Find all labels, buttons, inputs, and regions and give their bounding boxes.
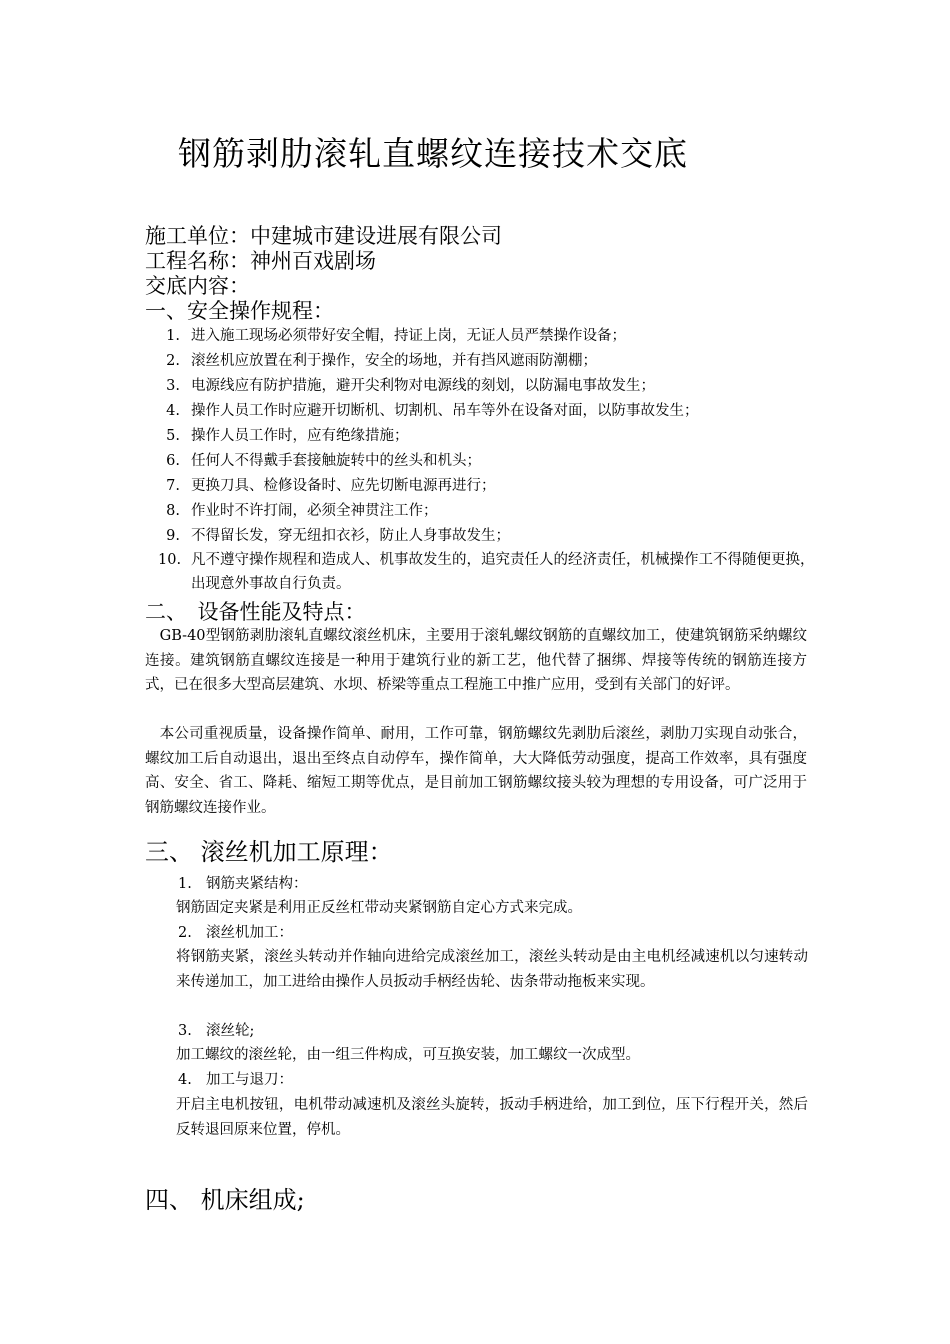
- section3-heading: 三、 滚丝机加工原理：: [145, 838, 393, 866]
- item-text: 更换刀具、检修设备时、应先切断电源再进行；: [191, 478, 496, 494]
- safety-rule-item: [158, 349, 818, 373]
- item-text: 进入施工现场必须带好安全帽，持证上岗，无证人员严禁操作设备；: [191, 328, 626, 344]
- principle-subheading: [178, 1068, 293, 1092]
- safety-rule-item: [158, 474, 818, 498]
- item-number: 1.: [166, 328, 180, 344]
- briefing-content-label: 交底内容：: [145, 274, 250, 298]
- principle-subheading: [178, 921, 293, 945]
- item-number: 10.: [158, 552, 182, 568]
- subheading-label: 加工与退刀：: [206, 1072, 293, 1088]
- item-number: 9.: [166, 528, 180, 544]
- item-text: 操作人员工作时，应有绝缘措施；: [191, 428, 409, 444]
- principle-text: 将钢筋夹紧，滚丝头转动并作轴向进给完成滚丝加工，滚丝头转动是由主电机经减速机以匀速转动来传递加工，加工进给由操作人员扳动手柄经齿轮、齿条带动拖板来实现。: [176, 949, 808, 990]
- section2-heading: 二、 设备性能及特点：: [145, 600, 366, 624]
- section4-heading: 四、 机床组成;: [145, 1186, 305, 1214]
- subheading-number: 2.: [178, 925, 192, 941]
- safety-rule-item: [158, 324, 818, 348]
- subheading-label: 钢筋夹紧结构：: [206, 876, 308, 892]
- project-name: 工程名称：神州百戏剧场: [145, 249, 376, 273]
- safety-rule-item: [158, 424, 818, 448]
- item-text: 操作人员工作时应避开切断机、切割机、吊车等外在设备对面，以防事故发生；: [191, 403, 699, 419]
- item-text: 不得留长发，穿无纽扣衣衫，防止人身事故发生；: [191, 528, 510, 544]
- section1-heading: 一、安全操作规程：: [145, 299, 334, 323]
- section2-paragraph: 本公司重视质量，设备操作简单、耐用，工作可靠，钢筋螺纹先剥肋后滚丝，剥肋刀实现自动张合，螺纹加工后自动退出，退出至终点自动停车，操作简单，大大降低劳动强度，提高工作效率，具有强度高、安全、省工、降耗、缩短工期等优点，是目前加工钢筋螺纹接头较为理想的专用设备，可广泛用于钢筋螺纹连接作业。: [145, 726, 807, 816]
- principle-text: 加工螺纹的滚丝轮，由一组三件构成，可互换安装，加工螺纹一次成型。: [176, 1047, 640, 1063]
- item-text: 任何人不得戴手套接触旋转中的丝头和机头；: [191, 453, 481, 469]
- item-number: 8.: [166, 503, 180, 519]
- subheading-number: 4.: [178, 1072, 192, 1088]
- item-number: 7.: [166, 478, 180, 494]
- construction-unit: 施工单位：中建城市建设进展有限公司: [145, 224, 502, 248]
- item-number: 2.: [166, 353, 180, 369]
- principle-text: 钢筋固定夹紧是利用正反丝杠带动夹紧钢筋自定心方式来完成。: [176, 900, 582, 916]
- safety-rule-item: [158, 524, 818, 548]
- safety-rule-item: [158, 548, 818, 596]
- item-number: 4.: [166, 403, 180, 419]
- safety-rule-item: [158, 449, 818, 473]
- item-number: 3.: [166, 378, 180, 394]
- principle-text: 开启主电机按钮，电机带动减速机及滚丝头旋转，扳动手柄进给，加工到位，压下行程开关，然后反转退回原来位置，停机。: [176, 1097, 808, 1138]
- safety-rule-item: [158, 374, 818, 398]
- document-title: 钢筋剥肋滚轧直螺纹连接技术交底: [178, 134, 688, 173]
- item-number: 5.: [166, 428, 180, 444]
- item-text: 电源线应有防护措施，避开尖利物对电源线的刻划，以防漏电事故发生；: [191, 378, 655, 394]
- item-text: 作业时不许打闹，必须全神贯注工作；: [191, 503, 438, 519]
- principle-subheading: [178, 1019, 254, 1043]
- section2-paragraph: GB-40型钢筋剥肋滚轧直螺纹滚丝机床，主要用于滚轧螺纹钢筋的直螺纹加工，使建筑钢筋采纳螺纹连接。建筑钢筋直螺纹连接是一种用于建筑行业的新工艺，他代替了捆绑、焊接等传统的钢筋连接方式，已在很多大型高层建筑、水坝、桥梁等重点工程施工中推广应用，受到有关部门的好评。: [145, 628, 807, 693]
- safety-rule-item: [158, 399, 818, 423]
- item-text: 滚丝机应放置在利于操作，安全的场地，并有挡风遮雨防潮棚；: [191, 353, 597, 369]
- subheading-label: 滚丝机加工：: [206, 925, 293, 941]
- subheading-number: 1.: [178, 876, 192, 892]
- safety-rule-item: [158, 499, 818, 523]
- subheading-label: 滚丝轮;: [206, 1023, 255, 1039]
- item-text: 凡不遵守操作规程和造成人、机事故发生的，追究责任人的经济责任，机械操作工不得随便更换，出现意外事故自行负责。: [191, 552, 815, 592]
- item-number: 6.: [166, 453, 180, 469]
- principle-subheading: [178, 872, 308, 896]
- subheading-number: 3.: [178, 1023, 192, 1039]
